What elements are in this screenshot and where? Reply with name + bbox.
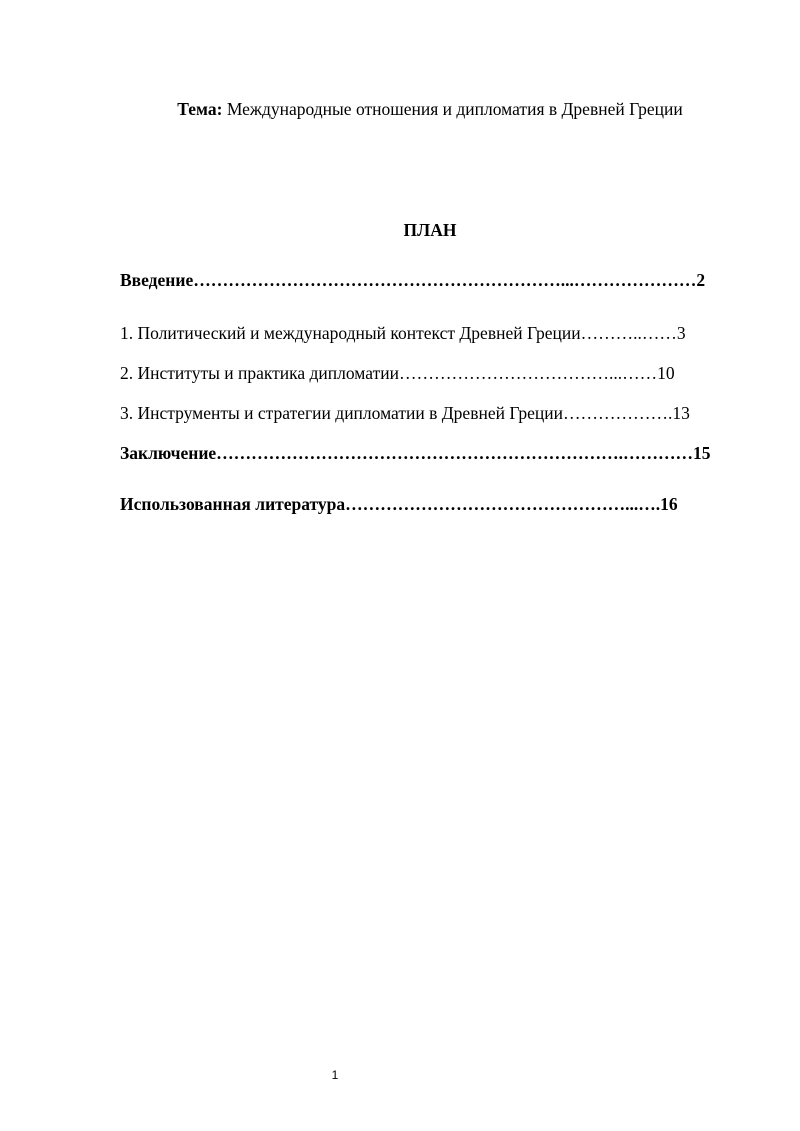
toc-entry-introduction: Введение………………………………………………………...…………………2 <box>120 270 706 290</box>
plan-heading: ПЛАН <box>403 220 457 240</box>
page-number: 1 <box>331 1068 339 1082</box>
toc-entry-conclusion: Заключение…………………………………………………………….…………15 <box>120 443 711 463</box>
topic-label: Тема: <box>177 99 223 119</box>
toc-entry-chapter-1: 1. Политический и международный контекст Древней Греции………..……3 <box>120 323 686 343</box>
toc-entry-references: Использованная литература…………………………………………...….16 <box>120 494 678 514</box>
document-topic <box>120 98 740 120</box>
toc-entry-chapter-2: 2. Институты и практика дипломатии………………………………...……10 <box>120 363 675 383</box>
toc-entry-chapter-3: 3. Инструменты и стратегии дипломатии в Древней Греции……………….13 <box>120 403 690 423</box>
topic-text: Международные отношения и дипломатия в Древней Греции <box>222 99 683 119</box>
